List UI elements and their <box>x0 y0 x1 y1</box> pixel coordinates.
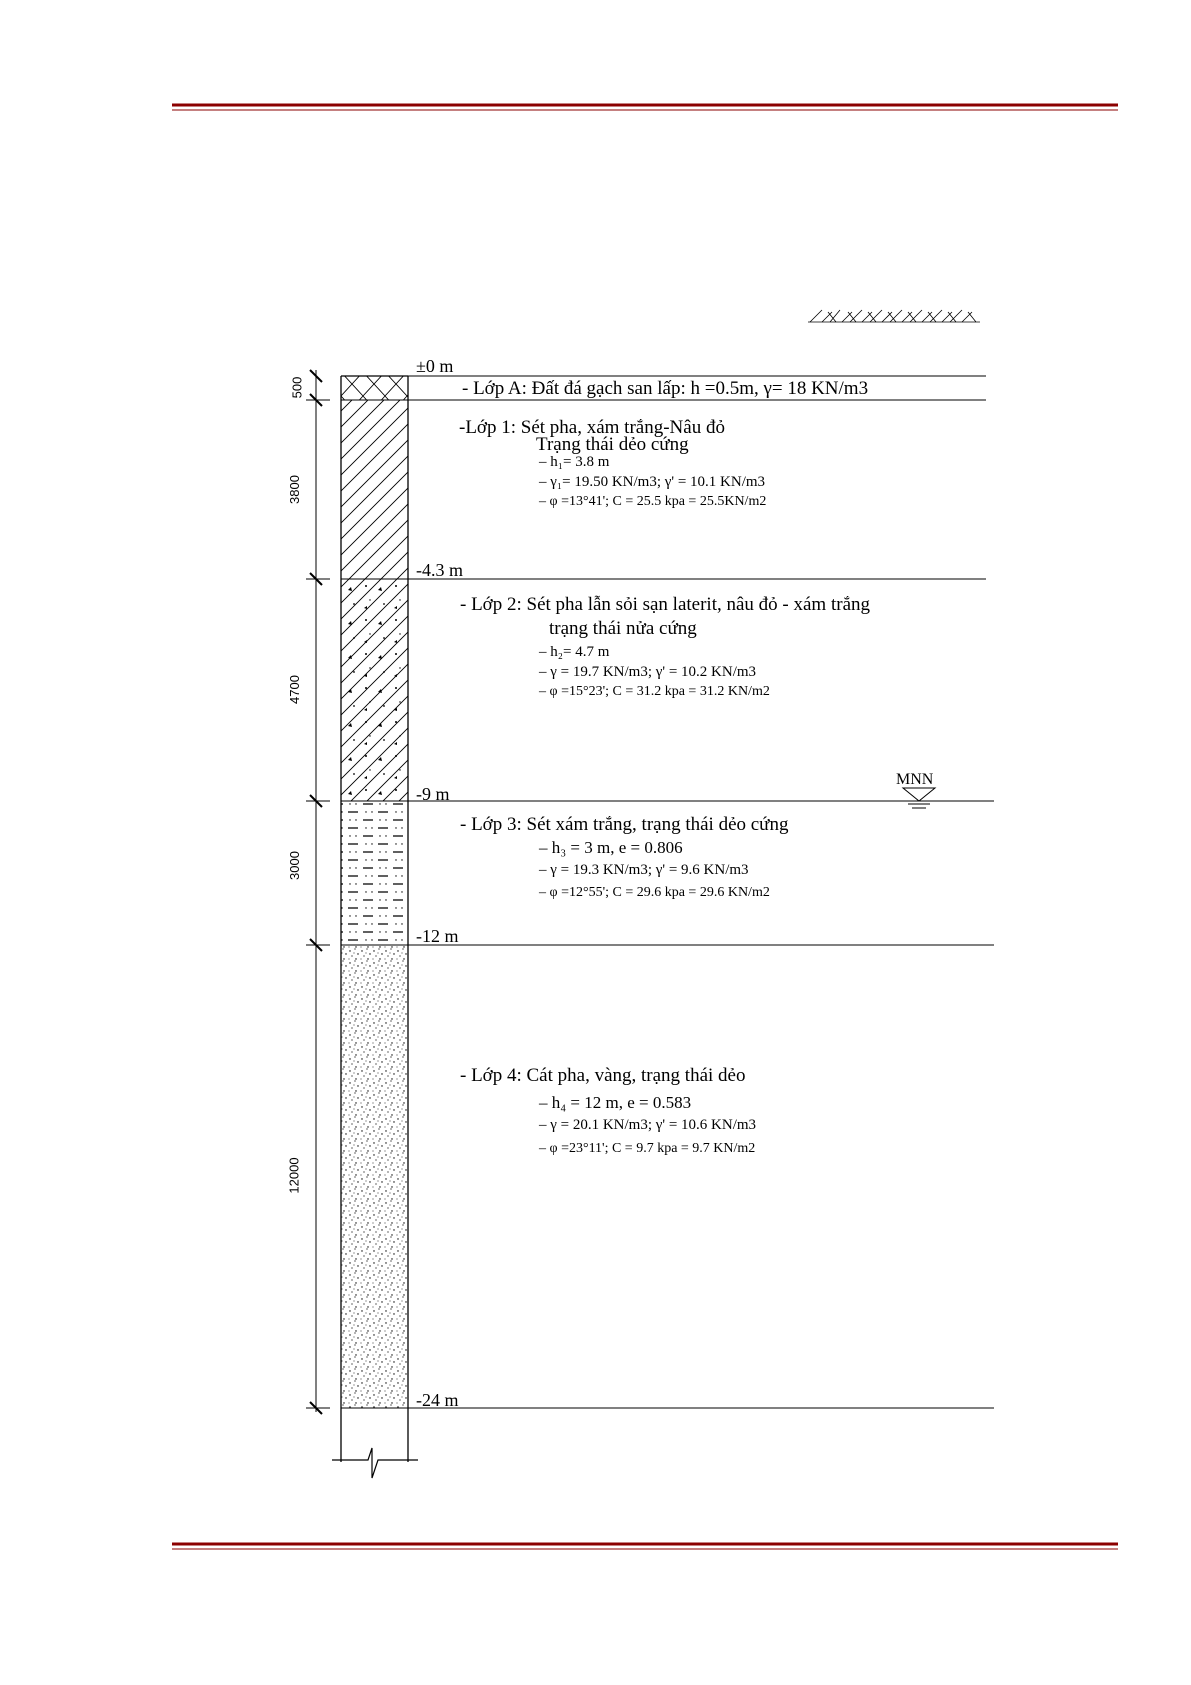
layer-3-thickness: – h₃ = 3 m, e = 0.806 <box>539 838 683 857</box>
layer-a-heading: - Lớp A: Đất đá gạch san lấp: h =0.5m, γ= 18 KN/m3 <box>462 378 869 399</box>
water-level-icon <box>903 788 935 808</box>
layer-4-heading: - Lớp 4: Cát pha, vàng, trạng thái dẻo <box>460 1065 746 1086</box>
ground-surface-symbol <box>808 310 980 322</box>
depth-label: -4.3 m <box>416 560 463 580</box>
layer-3-fill <box>341 801 408 945</box>
dimension-label: 500 <box>289 376 305 399</box>
layer-3-heading: - Lớp 3: Sét xám trắng, trạng thái dẻo cứng <box>460 814 789 835</box>
dimension-label: 12000 <box>286 1157 302 1194</box>
layer-2-state: trạng thái nửa cứng <box>549 618 697 639</box>
layer-4-strength: – φ =23°11'; C = 9.7 kpa = 9.7 KN/m2 <box>539 1141 756 1156</box>
depth-label: -12 m <box>416 926 459 946</box>
dimension-label: 3000 <box>286 851 302 880</box>
layer-2-strength: – φ =15°23'; C = 31.2 kpa = 31.2 KN/m2 <box>539 684 770 699</box>
layer-3-unit-weight: – γ = 19.3 KN/m3; γ' = 9.6 KN/m3 <box>539 862 749 878</box>
depth-label: -9 m <box>416 784 450 804</box>
header-rule <box>172 105 1118 110</box>
dimension-label: 3800 <box>286 475 302 504</box>
layer-1-thickness: – h₁= 3.8 m <box>539 454 610 470</box>
layer-1-state: Trạng thái dẻo cứng <box>536 434 689 455</box>
layer-1-heading: -Lớp 1: Sét pha, xám trắng-Nâu đỏ <box>459 417 725 438</box>
layer-4-unit-weight: – γ = 20.1 KN/m3; γ' = 10.6 KN/m3 <box>539 1117 757 1133</box>
footer-rule <box>172 1544 1118 1549</box>
dimension-line <box>306 370 330 1414</box>
layer-2-thickness: – h₂= 4.7 m <box>539 644 610 660</box>
layer-4-fill <box>341 945 408 1408</box>
depth-label: -24 m <box>416 1390 459 1410</box>
layer-2-unit-weight: – γ = 19.7 KN/m3; γ' = 10.2 KN/m3 <box>539 664 757 680</box>
water-level-label: MNN <box>896 771 934 788</box>
layer-1-strength: – φ =13°41'; C = 25.5 kpa = 25.5KN/m2 <box>539 494 767 509</box>
layer-a-fill <box>341 376 408 400</box>
layer-3-strength: – φ =12°55'; C = 29.6 kpa = 29.6 KN/m2 <box>539 885 770 900</box>
layer-4-thickness: – h₄ = 12 m, e = 0.583 <box>539 1093 692 1112</box>
layer-1-unit-weight: – γ₁= 19.50 KN/m3; γ' = 10.1 KN/m3 <box>539 474 766 490</box>
layer-1-fill <box>341 400 408 579</box>
layer-2-heading: - Lớp 2: Sét pha lẫn sỏi sạn laterit, nâu đỏ - xám trắng <box>460 594 871 615</box>
dimension-label: 4700 <box>286 675 302 704</box>
depth-label: ±0 m <box>416 356 454 376</box>
